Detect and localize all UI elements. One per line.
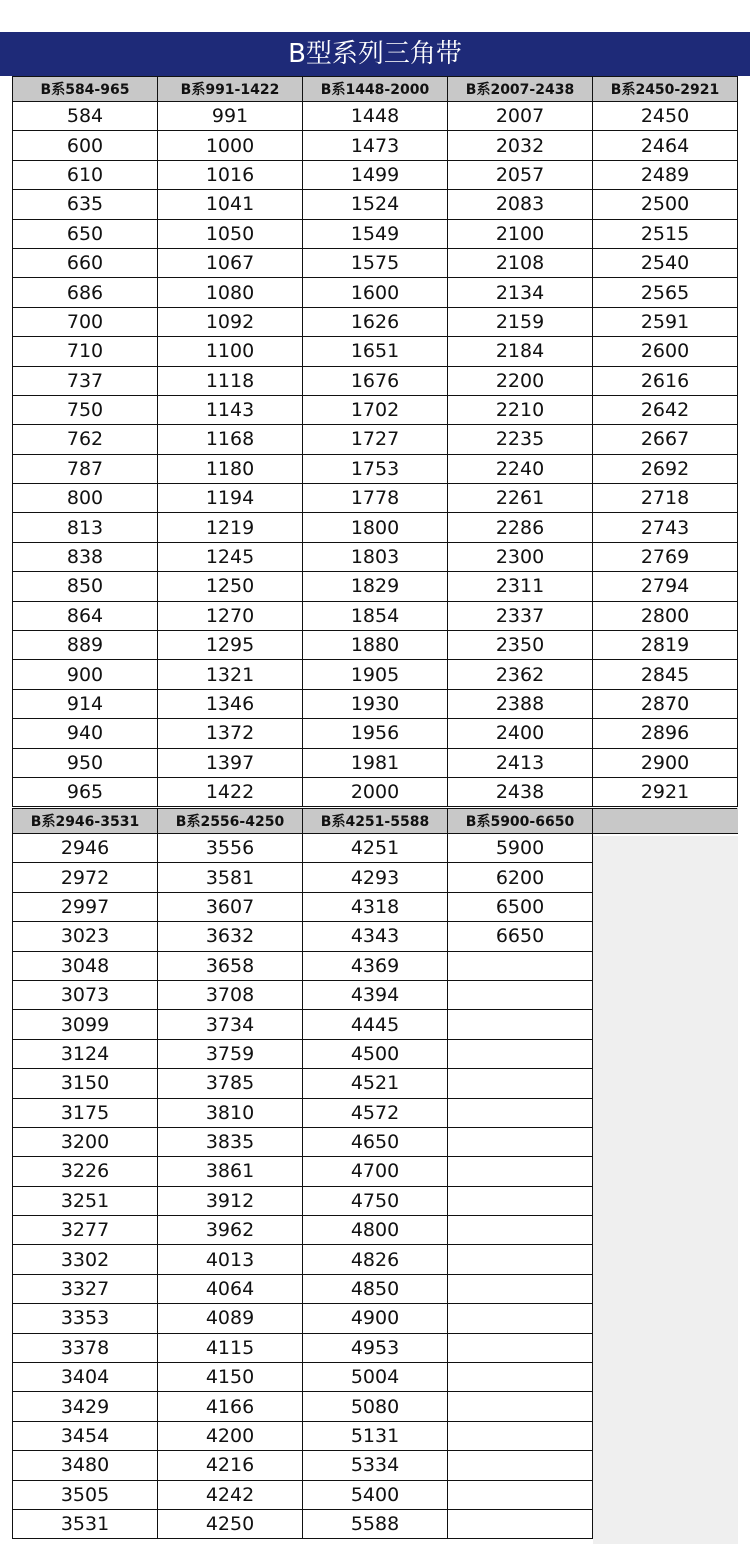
table-cell: 2400 [448, 719, 593, 748]
table-cell: 3353 [13, 1304, 158, 1333]
table-cell: 710 [13, 337, 158, 366]
table-cell: 1800 [303, 513, 448, 542]
table-row [13, 572, 738, 601]
table-row [13, 1010, 738, 1039]
table-cell: 1473 [303, 131, 448, 160]
table-row [13, 1098, 738, 1127]
table-row [13, 1245, 738, 1274]
table-cell: 1100 [158, 337, 303, 366]
table-cell [448, 951, 593, 980]
table-cell: 2667 [593, 425, 738, 454]
table-cell: 2286 [448, 513, 593, 542]
table-cell: 4250 [158, 1509, 303, 1538]
table-cell: 2896 [593, 719, 738, 748]
table-cell: 2450 [593, 102, 738, 131]
table-row [13, 513, 738, 542]
table-cell: 3632 [158, 922, 303, 951]
table-cell: 3810 [158, 1098, 303, 1127]
table-cell: 3175 [13, 1098, 158, 1127]
table-cell: 4200 [158, 1421, 303, 1450]
table-cell: 4953 [303, 1333, 448, 1362]
table-cell: 6500 [448, 892, 593, 921]
table-cell: 3835 [158, 1127, 303, 1156]
table-cell: 1080 [158, 278, 303, 307]
table-cell: 3531 [13, 1509, 158, 1538]
table-row [13, 719, 738, 748]
table-cell: 1549 [303, 219, 448, 248]
table-row [13, 190, 738, 219]
table-cell: 1321 [158, 660, 303, 689]
table-cell [448, 1157, 593, 1186]
table-cell [448, 1186, 593, 1215]
table-cell: 965 [13, 777, 158, 806]
table-cell: 2489 [593, 160, 738, 189]
table-row [13, 1509, 738, 1538]
table-cell: 1067 [158, 248, 303, 277]
table-cell: 3759 [158, 1039, 303, 1068]
table-cell: 2997 [13, 892, 158, 921]
table-cell: 1753 [303, 454, 448, 483]
table-cell: 2134 [448, 278, 593, 307]
column-header: B系4251-5588 [303, 809, 448, 834]
table-cell: 2210 [448, 395, 593, 424]
table-cell: 4572 [303, 1098, 448, 1127]
column-header: B系2450-2921 [593, 77, 738, 102]
table-cell: 4800 [303, 1216, 448, 1245]
table-cell: 1397 [158, 748, 303, 777]
table-cell: 3734 [158, 1010, 303, 1039]
table-cell: 1016 [158, 160, 303, 189]
table-cell: 1676 [303, 366, 448, 395]
column-header: B系991-1422 [158, 77, 303, 102]
table-cell: 4369 [303, 951, 448, 980]
table-cell: 5588 [303, 1509, 448, 1538]
table-cell: 2642 [593, 395, 738, 424]
table-cell: 2769 [593, 542, 738, 571]
column-header: B系2946-3531 [13, 809, 158, 834]
table-cell: 1981 [303, 748, 448, 777]
table-cell: 1803 [303, 542, 448, 571]
table-cell: 4750 [303, 1186, 448, 1215]
table-cell [448, 1421, 593, 1450]
table-cell [448, 1245, 593, 1274]
table-cell: 2362 [448, 660, 593, 689]
table-cell: 900 [13, 660, 158, 689]
table-cell: 762 [13, 425, 158, 454]
table-row [13, 307, 738, 336]
table-cell: 2337 [448, 601, 593, 630]
table-cell: 737 [13, 366, 158, 395]
table-cell [448, 1010, 593, 1039]
table-row [13, 1451, 738, 1480]
table-row [13, 660, 738, 689]
table-cell: 3708 [158, 980, 303, 1009]
table-cell: 800 [13, 484, 158, 513]
table-cell: 3200 [13, 1127, 158, 1156]
table-cell [448, 1216, 593, 1245]
table-row [13, 1421, 738, 1450]
table-row [13, 484, 738, 513]
table-row [13, 160, 738, 189]
table-cell: 1499 [303, 160, 448, 189]
table-cell: 2100 [448, 219, 593, 248]
table-cell: 4115 [158, 1333, 303, 1362]
table-cell [448, 1480, 593, 1509]
table-row [13, 1274, 738, 1303]
table-cell: 4013 [158, 1245, 303, 1274]
table-row [13, 1480, 738, 1509]
table-cell: 3150 [13, 1069, 158, 1098]
table-cell: 2159 [448, 307, 593, 336]
table-row [13, 777, 738, 806]
table-cell: 2261 [448, 484, 593, 513]
table-cell: 1180 [158, 454, 303, 483]
table-cell: 4166 [158, 1392, 303, 1421]
table-cell: 1448 [303, 102, 448, 131]
table-cell: 4700 [303, 1157, 448, 1186]
table-cell: 4445 [303, 1010, 448, 1039]
table-cell: 3277 [13, 1216, 158, 1245]
table-row [13, 454, 738, 483]
table-cell: 864 [13, 601, 158, 630]
table-cell [448, 1069, 593, 1098]
table-cell: 4394 [303, 980, 448, 1009]
table-cell: 3404 [13, 1363, 158, 1392]
table-cell: 1041 [158, 190, 303, 219]
table-cell: 750 [13, 395, 158, 424]
table-cell: 2565 [593, 278, 738, 307]
table-cell: 3454 [13, 1421, 158, 1450]
table-row [13, 863, 738, 892]
table-cell: 5334 [303, 1451, 448, 1480]
table-cell [448, 1392, 593, 1421]
table-cell: 1245 [158, 542, 303, 571]
table-cell: 660 [13, 248, 158, 277]
table-cell: 2235 [448, 425, 593, 454]
table-cell: 3302 [13, 1245, 158, 1274]
table-cell: 1854 [303, 601, 448, 630]
table-cell: 2600 [593, 337, 738, 366]
table-cell: 3251 [13, 1186, 158, 1215]
table-cell: 838 [13, 542, 158, 571]
table-cell: 4242 [158, 1480, 303, 1509]
table-cell: 2057 [448, 160, 593, 189]
table-row [13, 980, 738, 1009]
table-cell [448, 1451, 593, 1480]
table-cell: 1575 [303, 248, 448, 277]
table-cell: 3023 [13, 922, 158, 951]
table-cell: 3581 [158, 863, 303, 892]
table-cell [448, 1127, 593, 1156]
table-row [13, 1186, 738, 1215]
table-cell: 2200 [448, 366, 593, 395]
table-cell: 4343 [303, 922, 448, 951]
table-cell: 3099 [13, 1010, 158, 1039]
table-cell: 3785 [158, 1069, 303, 1098]
table-cell: 2438 [448, 777, 593, 806]
table-cell: 3327 [13, 1274, 158, 1303]
table-cell: 4826 [303, 1245, 448, 1274]
table-row [13, 248, 738, 277]
table-cell: 2800 [593, 601, 738, 630]
table-cell: 3378 [13, 1333, 158, 1362]
table-row [13, 922, 738, 951]
table-cell: 1524 [303, 190, 448, 219]
table-row [13, 834, 738, 863]
belt-size-table-bottom [12, 808, 738, 1539]
table-cell: 2388 [448, 689, 593, 718]
table-cell: 3556 [158, 834, 303, 863]
table-cell: 2692 [593, 454, 738, 483]
table-cell [448, 980, 593, 1009]
table-row [13, 1127, 738, 1156]
table-cell: 1422 [158, 777, 303, 806]
table-cell: 1143 [158, 395, 303, 424]
table-row [13, 689, 738, 718]
table-cell: 2845 [593, 660, 738, 689]
table-cell: 3658 [158, 951, 303, 980]
table-cell: 2515 [593, 219, 738, 248]
table-cell: 1702 [303, 395, 448, 424]
table-row [13, 1304, 738, 1333]
table-cell: 2413 [448, 748, 593, 777]
table-row [13, 425, 738, 454]
table-cell: 813 [13, 513, 158, 542]
table-cell: 2972 [13, 863, 158, 892]
table-cell: 2000 [303, 777, 448, 806]
belt-size-table-top [12, 76, 738, 807]
table-cell: 5400 [303, 1480, 448, 1509]
table-cell: 1778 [303, 484, 448, 513]
table-cell: 1880 [303, 631, 448, 660]
table-cell: 5004 [303, 1363, 448, 1392]
table-cell: 2616 [593, 366, 738, 395]
table-cell: 940 [13, 719, 158, 748]
table-cell: 2108 [448, 248, 593, 277]
table-cell: 6200 [448, 863, 593, 892]
table-cell [448, 1098, 593, 1127]
table-cell: 2718 [593, 484, 738, 513]
table-cell: 2032 [448, 131, 593, 160]
table-cell: 889 [13, 631, 158, 660]
header-row [13, 77, 738, 102]
table-cell: 2591 [593, 307, 738, 336]
column-header: B系2556-4250 [158, 809, 303, 834]
table-cell: 2464 [593, 131, 738, 160]
table-cell: 3912 [158, 1186, 303, 1215]
table-cell: 1168 [158, 425, 303, 454]
table-cell: 1270 [158, 601, 303, 630]
table-cell: 4251 [303, 834, 448, 863]
table-cell: 600 [13, 131, 158, 160]
table-row [13, 1333, 738, 1362]
table-cell: 2500 [593, 190, 738, 219]
table-cell: 3962 [158, 1216, 303, 1245]
column-header: B系1448-2000 [303, 77, 448, 102]
table-cell: 1346 [158, 689, 303, 718]
table-row [13, 395, 738, 424]
table-row [13, 337, 738, 366]
table-cell: 4850 [303, 1274, 448, 1303]
table-row [13, 102, 738, 131]
table-cell: 1000 [158, 131, 303, 160]
table-cell: 2300 [448, 542, 593, 571]
table-row [13, 366, 738, 395]
table-cell: 991 [158, 102, 303, 131]
table-cell [448, 1274, 593, 1303]
table-cell: 1905 [303, 660, 448, 689]
table-cell [448, 1333, 593, 1362]
table-cell: 3226 [13, 1157, 158, 1186]
table-cell: 6650 [448, 922, 593, 951]
table-row [13, 278, 738, 307]
table-cell: 4216 [158, 1451, 303, 1480]
table-cell: 4521 [303, 1069, 448, 1098]
table-cell: 1372 [158, 719, 303, 748]
table-cell: 1956 [303, 719, 448, 748]
table-cell: 1626 [303, 307, 448, 336]
page-title: B型系列三角带 [0, 32, 750, 76]
table-cell: 1250 [158, 572, 303, 601]
header-row [13, 809, 738, 834]
table-row [13, 219, 738, 248]
table-cell: 2946 [13, 834, 158, 863]
table-cell: 787 [13, 454, 158, 483]
table-cell: 2794 [593, 572, 738, 601]
table-row [13, 601, 738, 630]
table-cell: 2311 [448, 572, 593, 601]
table-cell: 2350 [448, 631, 593, 660]
table-cell: 2184 [448, 337, 593, 366]
table-cell: 4293 [303, 863, 448, 892]
table-cell: 3048 [13, 951, 158, 980]
table-cell: 5080 [303, 1392, 448, 1421]
table-cell: 1219 [158, 513, 303, 542]
table-cell: 610 [13, 160, 158, 189]
table-cell [448, 1509, 593, 1538]
table-cell [448, 1039, 593, 1068]
table-cell: 5131 [303, 1421, 448, 1450]
column-header: B系2007-2438 [448, 77, 593, 102]
table-cell: 4318 [303, 892, 448, 921]
table-row [13, 748, 738, 777]
table-cell: 1050 [158, 219, 303, 248]
table-cell: 1829 [303, 572, 448, 601]
table-cell: 1295 [158, 631, 303, 660]
table-cell: 850 [13, 572, 158, 601]
table-cell: 1600 [303, 278, 448, 307]
table-cell: 950 [13, 748, 158, 777]
table-cell: 4064 [158, 1274, 303, 1303]
table-cell: 2743 [593, 513, 738, 542]
header-filler [593, 809, 738, 834]
table-row [13, 542, 738, 571]
table-cell: 3607 [158, 892, 303, 921]
table-row [13, 1069, 738, 1098]
table-row [13, 131, 738, 160]
table-cell: 1118 [158, 366, 303, 395]
table-cell: 4089 [158, 1304, 303, 1333]
table-row [13, 631, 738, 660]
table-cell: 4650 [303, 1127, 448, 1156]
table-cell: 2900 [593, 748, 738, 777]
table-cell: 700 [13, 307, 158, 336]
table-cell: 2819 [593, 631, 738, 660]
column-header: B系5900-6650 [448, 809, 593, 834]
table-cell: 3861 [158, 1157, 303, 1186]
table-cell: 2870 [593, 689, 738, 718]
table-cell: 914 [13, 689, 158, 718]
column-header: B系584-965 [13, 77, 158, 102]
table-cell: 2083 [448, 190, 593, 219]
table-cell: 4150 [158, 1363, 303, 1392]
table-row [13, 892, 738, 921]
table-cell: 3073 [13, 980, 158, 1009]
table-row [13, 1216, 738, 1245]
table-cell: 1651 [303, 337, 448, 366]
table-cell: 686 [13, 278, 158, 307]
table-cell: 4900 [303, 1304, 448, 1333]
table-cell: 1194 [158, 484, 303, 513]
table-cell: 5900 [448, 834, 593, 863]
table-cell: 3505 [13, 1480, 158, 1509]
table-cell: 1930 [303, 689, 448, 718]
table-cell [448, 1363, 593, 1392]
table-row [13, 1157, 738, 1186]
table-cell: 584 [13, 102, 158, 131]
table-cell: 1092 [158, 307, 303, 336]
table-cell: 2921 [593, 777, 738, 806]
table-row [13, 1039, 738, 1068]
table-row [13, 1392, 738, 1421]
table-row [13, 951, 738, 980]
table-cell: 3124 [13, 1039, 158, 1068]
table-cell: 1727 [303, 425, 448, 454]
table-cell: 3480 [13, 1451, 158, 1480]
table-cell: 2007 [448, 102, 593, 131]
table-cell [448, 1304, 593, 1333]
table-cell: 3429 [13, 1392, 158, 1421]
table-row [13, 1363, 738, 1392]
table-cell: 635 [13, 190, 158, 219]
table-cell: 650 [13, 219, 158, 248]
table-cell: 2540 [593, 248, 738, 277]
table-cell: 2240 [448, 454, 593, 483]
table-cell: 4500 [303, 1039, 448, 1068]
